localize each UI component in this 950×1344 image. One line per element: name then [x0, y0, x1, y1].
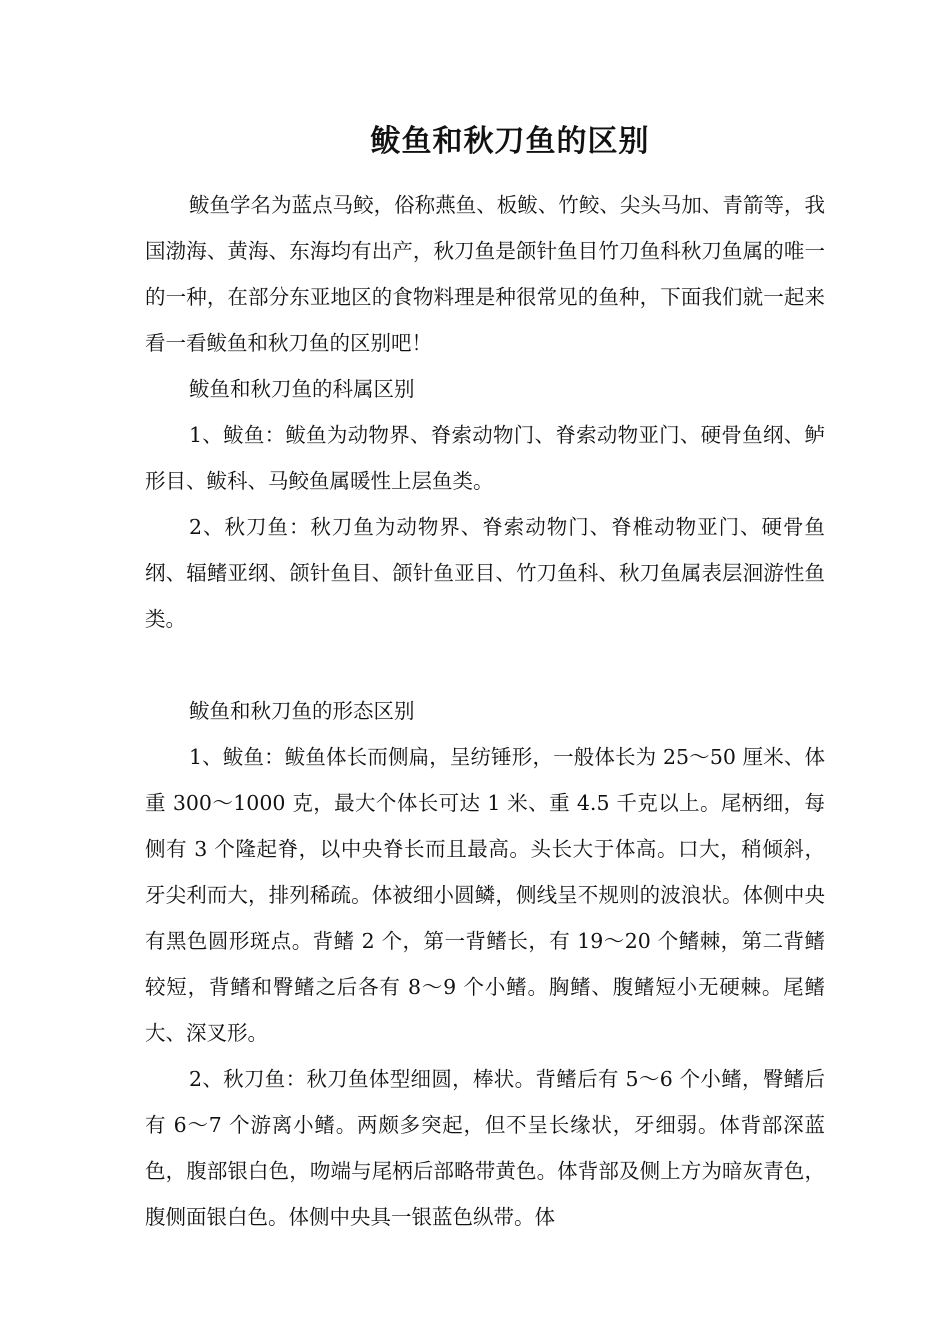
intro-paragraph: 鲅鱼学名为蓝点马鲛，俗称燕鱼、板鲅、竹鲛、尖头马加、青箭等，我国渤海、黄海、东海均有出产，秋刀鱼是颌针鱼目竹刀鱼科秋刀鱼属的唯一的一种，在部分东亚地区的食物料理是种很常见的鱼种，下面我们就一起来看一看鲅鱼和秋刀鱼的区别吧！: [145, 193, 825, 355]
section-heading-taxonomy: 鲅鱼和秋刀鱼的科属区别: [189, 377, 415, 401]
document-body: [145, 182, 825, 1240]
document-title: 鲅鱼和秋刀鱼的区别: [370, 124, 650, 159]
paragraph-spacer: [145, 642, 825, 688]
section-heading-morphology: 鲅鱼和秋刀鱼的形态区别: [189, 699, 415, 723]
morphology-paragraph-saury: 2、秋刀鱼：秋刀鱼体型细圆，棒状。背鳍后有 5～6 个小鳍，臀鳍后有 6～7 个游离小鳍。两颇多突起，但不呈长缘状，牙细弱。体背部深蓝色，腹部银白色，吻端与尾柄后部略带黄色。体背部及侧上方为暗灰青色，腹侧面银白色。体侧中央具一银蓝色纵带。体: [145, 1067, 825, 1229]
taxonomy-paragraph-mackerel: 1、鲅鱼：鲅鱼为动物界、脊索动物门、脊索动物亚门、硬骨鱼纲、鲈形目、鲅科、马鲛鱼属暖性上层鱼类。: [145, 423, 825, 493]
morphology-paragraph-mackerel: 1、鲅鱼：鲅鱼体长而侧扁，呈纺锤形，一般体长为 25～50 厘米、体重 300～1000 克，最大个体长可达 1 米、重 4.5 千克以上。尾柄细，每侧有 3 个隆起脊，以中央脊长而且最高。头长大于体高。口大，稍倾斜，牙尖利而大，排列稀疏。体被细小圆鳞，侧线呈不规则的波浪状。体侧中央有黑色圆形斑点。背鳍 2 个，第一背鳍长，有 19～20 个鳍棘，第二背鳍较短，背鳍和臀鳍之后各有 8～9 个小鳍。胸鳍、腹鳍短小无硬棘。尾鳍大、深叉形。: [145, 745, 825, 1045]
taxonomy-paragraph-saury: 2、秋刀鱼：秋刀鱼为动物界、脊索动物门、脊椎动物亚门、硬骨鱼纲、辐鳍亚纲、颌针鱼目、颌针鱼亚目、竹刀鱼科、秋刀鱼属表层洄游性鱼类。: [145, 515, 825, 631]
